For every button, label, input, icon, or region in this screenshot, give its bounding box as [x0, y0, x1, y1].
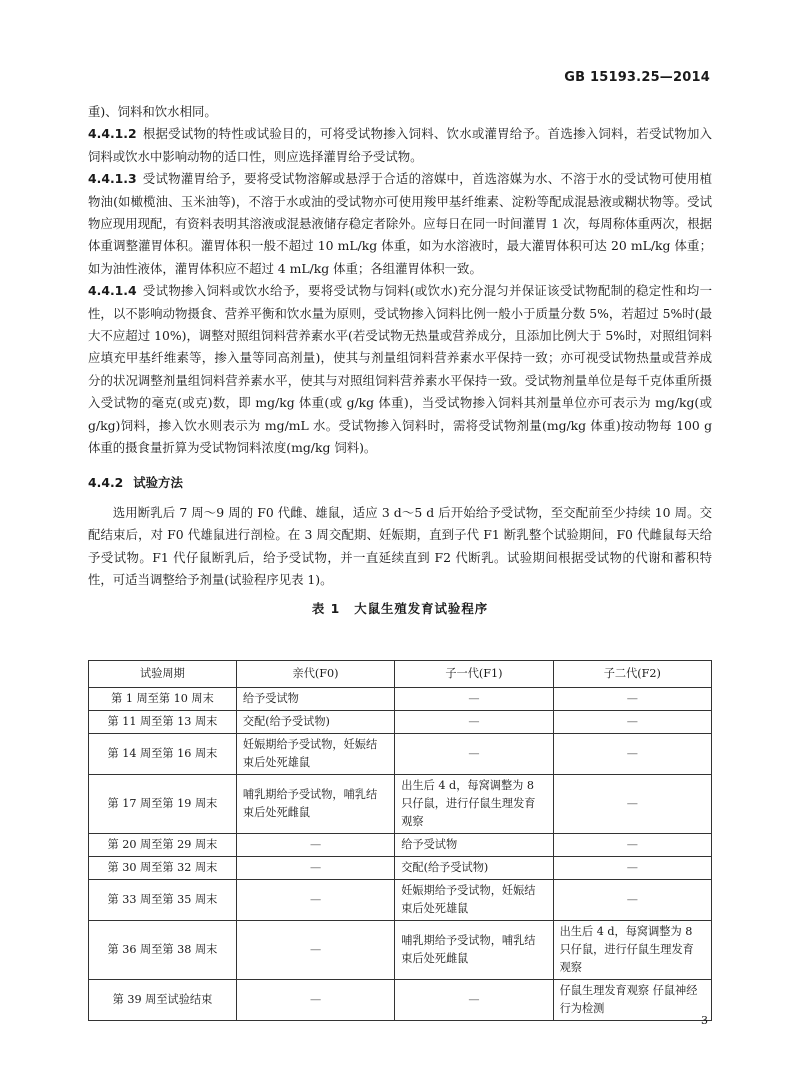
table-cell: 给予受试物 [236, 688, 394, 711]
table-cell: 妊娠期给予受试物，妊娠结束后处死雄鼠 [236, 734, 394, 775]
procedure-table [88, 660, 712, 1021]
period-cell: 第 36 周至第 38 周末 [89, 921, 237, 980]
clause-text: 受试物掺入饲料或饮水给予，要将受试物与饲料(或饮水)充分混匀并保证该受试物配制的稳定性和均一性，以不影响动物摄食、营养平衡和饮水量为原则，受试物掺入饲料比例一般小于质量分数 5%，若超过 5%时(最大不应超过 10%)，调整对照组饲料营养素水平(若受试物无热量或营养成分，且添加比例大于 5%时，对照组饲料应填充甲基纤维素等，掺入量等同高剂量)，使其与剂量组饲料营养素水平保持一致；亦可视受试物热量或营养成分的状况调整剂量组饲料营养素水平，使其与对照组饲料营养素水平保持一致。受试物剂量单位是每千克体重所摄入受试物的毫克(或克)数，即 mg/kg 体重(或 g/kg 体重)，当受试物掺入饲料其剂量单位亦可表示为 mg/kg(或 g/kg)饲料，掺入饮水则表示为 mg/mL 水。受试物掺入饲料时，需将受试物剂量(mg/kg 体重)按动物每 100 g 体重的摄食量折算为受试物饲料浓度(mg/kg 饲料)。 [88, 283, 712, 456]
header-f0: 亲代(F0) [236, 661, 394, 688]
clause-number: 4.4.1.4 [88, 283, 137, 299]
clause-number: 4.4.1.2 [88, 126, 137, 142]
document-body [88, 101, 712, 632]
period-cell: 第 20 周至第 29 周末 [89, 834, 237, 857]
period-cell: 第 1 周至第 10 周末 [89, 688, 237, 711]
table-row [89, 921, 712, 980]
table-cell: — [553, 711, 711, 734]
header-period: 试验周期 [89, 661, 237, 688]
table-header-row [89, 661, 712, 688]
table-cell: — [236, 921, 394, 980]
table-cell: — [236, 880, 394, 921]
table-row [89, 880, 712, 921]
table-cell: — [236, 857, 394, 880]
table-row [89, 834, 712, 857]
table-cell: 交配(给予受试物) [236, 711, 394, 734]
clause-4-4-1-4 [88, 280, 712, 459]
continuation-text: 重)、饲料和饮水相同。 [88, 104, 217, 119]
table-cell: — [553, 688, 711, 711]
clause-4-4-1-2 [88, 123, 712, 168]
table-cell: — [553, 775, 711, 834]
clause-number: 4.4.1.3 [88, 171, 137, 187]
table-cell: — [553, 834, 711, 857]
table-row [89, 711, 712, 734]
table-cell: — [553, 857, 711, 880]
table-cell: 哺乳期给予受试物，哺乳结束后处死雌鼠 [236, 775, 394, 834]
period-cell: 第 17 周至第 19 周末 [89, 775, 237, 834]
table-row [89, 734, 712, 775]
period-cell: 第 30 周至第 32 周末 [89, 857, 237, 880]
table-cell: — [236, 980, 394, 1021]
section-heading [88, 472, 712, 494]
table-row [89, 857, 712, 880]
table-title: 大鼠生殖发育试验程序 [354, 600, 489, 616]
period-cell: 第 33 周至第 35 周末 [89, 880, 237, 921]
header-f2: 子二代(F2) [553, 661, 711, 688]
table-cell: — [395, 711, 553, 734]
period-cell: 第 39 周至试验结束 [89, 980, 237, 1021]
table-cell: 交配(给予受试物) [395, 857, 553, 880]
table-row [89, 775, 712, 834]
clause-text: 根据受试物的特性或试验目的，可将受试物掺入饲料、饮水或灌胃给予。首选掺入饲料，若受试物加入饲料或饮水中影响动物的适口性，则应选择灌胃给予受试物。 [88, 126, 712, 164]
table-cell: — [553, 880, 711, 921]
table-cell: 仔鼠生理发育观察 仔鼠神经行为检测 [553, 980, 711, 1021]
section-title: 试验方法 [133, 474, 183, 490]
table-number: 表 1 [311, 600, 341, 616]
table-cell: — [395, 980, 553, 1021]
table-cell: — [236, 834, 394, 857]
period-cell: 第 11 周至第 13 周末 [89, 711, 237, 734]
table-cell: 出生后 4 d，每窝调整为 8 只仔鼠，进行仔鼠生理发育观察 [395, 775, 553, 834]
table-body [89, 688, 712, 1021]
clause-4-4-1-3 [88, 168, 712, 280]
table-cell: — [395, 734, 553, 775]
table-row [89, 980, 712, 1021]
table-cell: — [553, 734, 711, 775]
standard-code: GB 15193.25—2014 [564, 70, 710, 85]
header-f1: 子一代(F1) [395, 661, 553, 688]
page-number: 3 [701, 1014, 708, 1027]
table-cell: 出生后 4 d，每窝调整为 8 只仔鼠，进行仔鼠生理发育观察 [553, 921, 711, 980]
table-cell: — [395, 688, 553, 711]
clause-text: 受试物灌胃给予，要将受试物溶解或悬浮于合适的溶媒中，首选溶媒为水、不溶于水的受试物可使用植物油(如橄榄油、玉米油等)，不溶于水或油的受试物亦可使用羧甲基纤维素、淀粉等配成混悬液或糊状物等。受试物应现用现配，有资料表明其溶液或混悬液储存稳定者除外。应每日在同一时间灌胃 1 次，每周称体重两次，根据体重调整灌胃体积。灌胃体积一般不超过 10 mL/kg 体重，如为水溶液时，最大灌胃体积可达 20 mL/kg 体重；如为油性液体，灌胃体积应不超过 4 mL/kg 体重；各组灌胃体积一致。 [88, 171, 712, 276]
table-row [89, 688, 712, 711]
table-caption [88, 598, 712, 620]
table-cell: 哺乳期给予受试物，哺乳结束后处死雌鼠 [395, 921, 553, 980]
period-cell: 第 14 周至第 16 周末 [89, 734, 237, 775]
table-cell: 妊娠期给予受试物，妊娠结束后处死雄鼠 [395, 880, 553, 921]
section-paragraph: 选用断乳后 7 周～9 周的 F0 代雌、雄鼠，适应 3 d～5 d 后开始给予受试物，至交配前至少持续 10 周。交配结束后，对 F0 代雄鼠进行剖检。在 3 周交配期、妊娠期，直到子代 F1 断乳整个试验期间，F0 代雌鼠每天给予受试物。F1 代仔鼠断乳后，给予受试物，并一直延续直到 F2 代断乳。试验期间根据受试物的代谢和蓄积特性，可适当调整给予剂量(试验程序见表 1)。 [88, 504, 712, 588]
table-cell: 给予受试物 [395, 834, 553, 857]
section-number: 4.4.2 [88, 474, 124, 490]
